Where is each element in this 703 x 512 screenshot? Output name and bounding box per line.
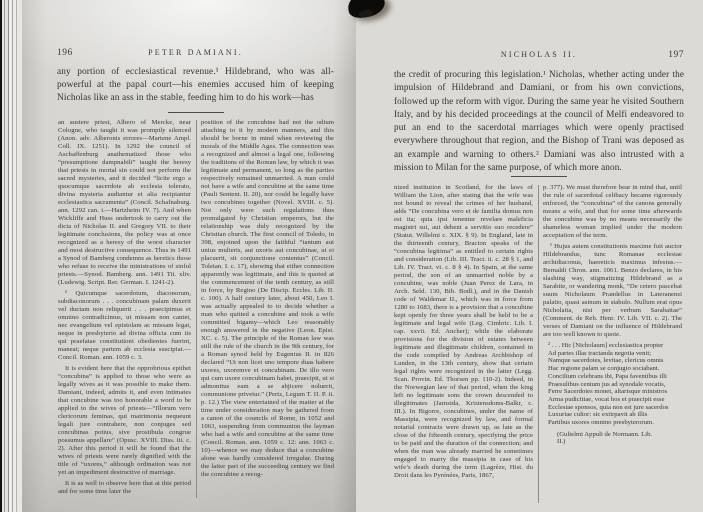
verse-line: Namque sacerdotes, levitae, clericus omnis — [548, 357, 664, 365]
right-footnotes — [394, 184, 682, 503]
right-footnote-column-2 — [543, 184, 682, 503]
footnote-paragraph: p. 377). We must therefore bear in mind that, until the rule of sacerdotal celibacy became rigorously enforced, the “concubina” of the canons generally means a wife, and that for some time afterwards the concubine was by no means necessarily the shameless woman implied under the modern acceptation of the term. — [543, 184, 682, 239]
footnote-paragraph: It is as well to observe here that at this period and for some time later the — [58, 480, 191, 495]
verse-attribution: (Gulielmi Appuli de Normann. Lib. II.) — [557, 430, 653, 446]
left-footnote-column-1 — [58, 119, 191, 498]
footnote-paragraph: position of the concubine had not the odium attaching to it by modern manners, and this should be borne in mind when reviewing the morals of the Middle Ages. The connection was a recognized and almost a legal one, following the traditions of the Roman law, by which it was legitimate and permanent, so long as the parties respectively remained unmarried. A man could not have a wife and concubine at the same time (Pauli Sentent. II. 20), nor could he legally have two concubines together (Novel. XVIII. c. 5). Not only were such regulations thus promulgated by Christian emperors, but the relationship was duly recognized by the Christian church. The first council of Toledo, in 398, enjoined upon the faithful “tantum aut unius mulieris, aut uxoris aut concubinae, ut ei placuerit, sit conjunctione contentus” (Concil. Toletan. I. c. 17), showing that either connection apparently was legitimate, and this is quoted at the commencement of the tenth century, as still in force, by Regino (De Discip. Eccles. Lib. II. c. 100). A half century later, about 450, Leo I. was actually appealed to to decide whether a man who quitted a concubine and took a wife committed bigamy—which Leo reasonably enough answered in the negative (Leon. Epist. XC. c. 5). The principle of the Roman law was still the rule of the church in the 9th century, for a Roman synod held by Eugenius II. in 826 declared “Ut non licet uno tempore duas habere uxores, uxoremve et concubinam. De illo vero qui cum uxore concubinam habet, praecipit, ut si admonitus eam a se abjicere noluerit, communione privetur.” (Pertz, Legum T. II. P. ii. p. 12.) The view entertained of the matter at the time under consideration may be gathered from a canon of the councils of Rome, in 1052 and 1063, suspending from communion the layman who had a wife and concubine at the same time (Concil. Roman. ann. 1059 c. 12: ann. 1063 c. 10)—whence we may deduce that a concubine alone was hardly considered irregular. During the latter part of the succeeding century we find the concubine a recog- — [201, 119, 334, 478]
left-footnotes — [58, 119, 334, 498]
footnote-paragraph: It is evident here that the opprobrious epithet “concubina” is applied to those who were as legally wives as it was possible to make them. Damiani, indeed, admits it, and even intimates that concubine was too honorable a word to be applied to the wives of priests—“Illorum vero clericorum feminas, qui matrimonia nequeunt legali jure contrahere, non conjuges sed concubinas potius, sive prostibula congrue possumus appellare” (Opusc. XVIII. Diss. iii. c. 2). After this period it will be found that the wives of priests were rarely dignified with the title of “uxores,” although ordination was not yet an impediment destructive of marriage. — [58, 365, 191, 476]
footnote-paragraph: nized institution in Scotland, for the laws of William the Lion, after stating that the wife was not bound to reveal the crimes of her husband, adds “De concubina vero et de familia domus non est ita; quia ipsi tenentur revelare maleficia magistri sui, aut debent a servitio suo recedere” (Statut. Willelmi c. XIX. § 9). In England, late in the thirteenth century, Bracton speaks of the “concubina legitima” as entitled to certain rights and consideration (Lib. III. Tract. ii. c. 28 § 1, and Lib. IV. Tract. vi. c. 8 § 4). In Spain, at the same period, the son of an unmarried noble by a concubine, was noble (Juan Perez de Lara, in Arch. Seld. 130, Bib. Bodl.), and in the Danish code of Waldemar II., which was in force from 1280 to 1683, there is a provision that a concubine kept openly for three years shall be held to be a legitimate and legal wife (Leg. Cimbric. Lib. I. cap. xxvii. Ed. Ancher); while the elaborate provisions for the division of estates between legitimate and illegitimate children, contained in the code compiled by Andreas Archbishop of Lunden, in the 13th century, show that certain legal rights were recognized in the latter (Legg. Scan. Provin. Ed. Thorsen pp. 110-2). Indeed, in the Norwegian law of that period, when the king left no legitimate sons the crown descended to illegitimates (Jarnsida, Kristensdoms-Balkr, c. III.). In Bigorre, concubines, under the name of Massipia, were recognized by law, and formal notarial contracts were drawn up, as late as the close of the fifteenth century, specifying the price to be paid and the duration of the connection; and when the man was already married he sometimes engaged to marry the massipia in case of his wife’s death during the term (Lagrèze, Hist. du Droit dans les Pyrénées, Paris, 1867, — [394, 184, 533, 479]
verse-line: ² . . . Hic [Nicholaum] ecclesiastica propter — [548, 342, 664, 349]
left-page — [22, 0, 356, 512]
footnote-paragraph: ¹ Hujus autem constitutionis maxime fuit auctor Hildebrandus, tunc Romanae ecclesiae archidiaconus, haereticis maximus infestus.—Bernaldi Chron. ann. 1061. Benzo declares, in his slashing way, stigmatizing Hildebrand as a Sarabite, or wandering monk, “De cetero pascebat suum Nicholaum Prandellus in Lateranensi palatio, quasi asinum in stabulo. Nullum erat opus Nicholaita, nisi per verbum Sarabaitae” (Comment. de Reb. Henr. IV. Lib. VII. c. 2). The verses of Damiani on the influence of Hildebrand are too well known to quote. — [543, 243, 682, 338]
left-page-header-row — [57, 48, 334, 58]
footnote-column-divider — [538, 185, 539, 503]
verse-line: Praesulibus centum jus ad synodale vocatis, — [548, 380, 666, 388]
left-body-text: any portion of ecclesiastical revenue.¹ Hildebrand, who was all-powerful at the papal court—his enemies accused him of keeping Nicholas like an ass in the stable, feeding him to do his work—has — [57, 67, 334, 104]
verse-line: Ferre Sacerdotes monet, altarisque ministros — [548, 388, 668, 396]
verse-line: Luxuriae cultor: sic extirpavit ab illis — [548, 411, 648, 419]
footnote-paragraph: ¹ Quicumque sacerdotum, diaconorum, subdiaconorum . . . concubinam palam duxerit vel ductam non reliquerit . . . praecipimus et omnino contradicimus, ut missam non cantet, nec evangelium vel epistolam ac missam legat, neque in presbyterio ad divina officia cum iis qui praefatae constitutioni obedientes fuerint, maneat; neque partem ab ecclesia suscipiat.—Concil. Roman. ann. 1059 c. 3. — [58, 290, 191, 361]
right-page — [356, 0, 703, 512]
verse-line: Concilium celebrans ibi, Papa faventibus illi — [548, 372, 667, 380]
right-body-text: the credit of procuring this legislation.¹ Nicholas, whether acting under the impulsion of Hildebrand and Damiani, or from his own convictions, followed up the reform with vigor. During the same year he visited Southern Italy, and by his decided proceedings at the council of Melfi endeavored to put an end to the sacerdotal marriages which were openly practised everywhere throughout that region, and the Bishop of Trani was deposed as an example and warning to others.² Damiani was also intrusted with a mission to Milan for the same purpose, of which more anon. — [394, 69, 684, 173]
footnote-verse — [543, 342, 682, 427]
left-running-header: PETER DAMIANI. — [148, 48, 243, 57]
left-footnote-column-2 — [201, 119, 334, 498]
left-footnote-separator — [168, 112, 224, 113]
verse-line: Hac regione palam se conjugio sociabant. — [548, 365, 660, 373]
left-page-number: 196 — [57, 48, 73, 58]
verse-line: Partibus uxores omnino presbyterorum. — [548, 419, 654, 427]
right-page-header-row — [394, 50, 684, 60]
verse-line: Arma pudicitiae, vocat hos et praecipit esse — [548, 395, 665, 403]
book-spine-edges — [0, 0, 22, 512]
footnote-paragraph: an austere priest, Albero of Mercke, near Cologne, who taught it was promptly silenced (Anon. adv. Alberonis errores—Martene Ampl. Coll. IX. 1251). In 1292 the council of Aschaffenburg anathematized those who “presumptione dampnabili” taught the heresy that priests in mortal sin could not perform the sacred mysteries, and it decided “licite ergo a quocumque sacerdote ab ecclesia tolerato, divina mysteria audiantur et alia recipiantur ecclesiastica sacramenta” (Concil. Schafnaburg. ann. 1292 can. i.—Hartzheim IV. 7). And when Wickliffe and Huss undertook to carry out the dicta of Nicholas II. and Gregory VII. to their legitimate conclusions, the policy was at once recognized as a heresy of the worst character and most destructive consequence. Thus in 1491 a Synod of Bamberg condemns as heretics those who refuse to receive the ministrations of sinful priests.—Synod. Bamberg. ann. 1491 Tit. xliv. (Ludewig. Script. Rer. German. I. 1241-2). — [58, 119, 191, 286]
verse-line: Ecclesiae sponsos, quia non est jure sacerdos — [548, 403, 669, 411]
right-page-number: 197 — [668, 50, 684, 60]
right-footnote-column-1 — [394, 184, 533, 503]
footnote-column-divider — [196, 120, 197, 498]
right-running-header: NICHOLAS II. — [500, 50, 578, 59]
right-footnote-separator — [511, 176, 567, 177]
verse-line: Ad partes illas tractanda negotia venit; — [548, 349, 652, 357]
